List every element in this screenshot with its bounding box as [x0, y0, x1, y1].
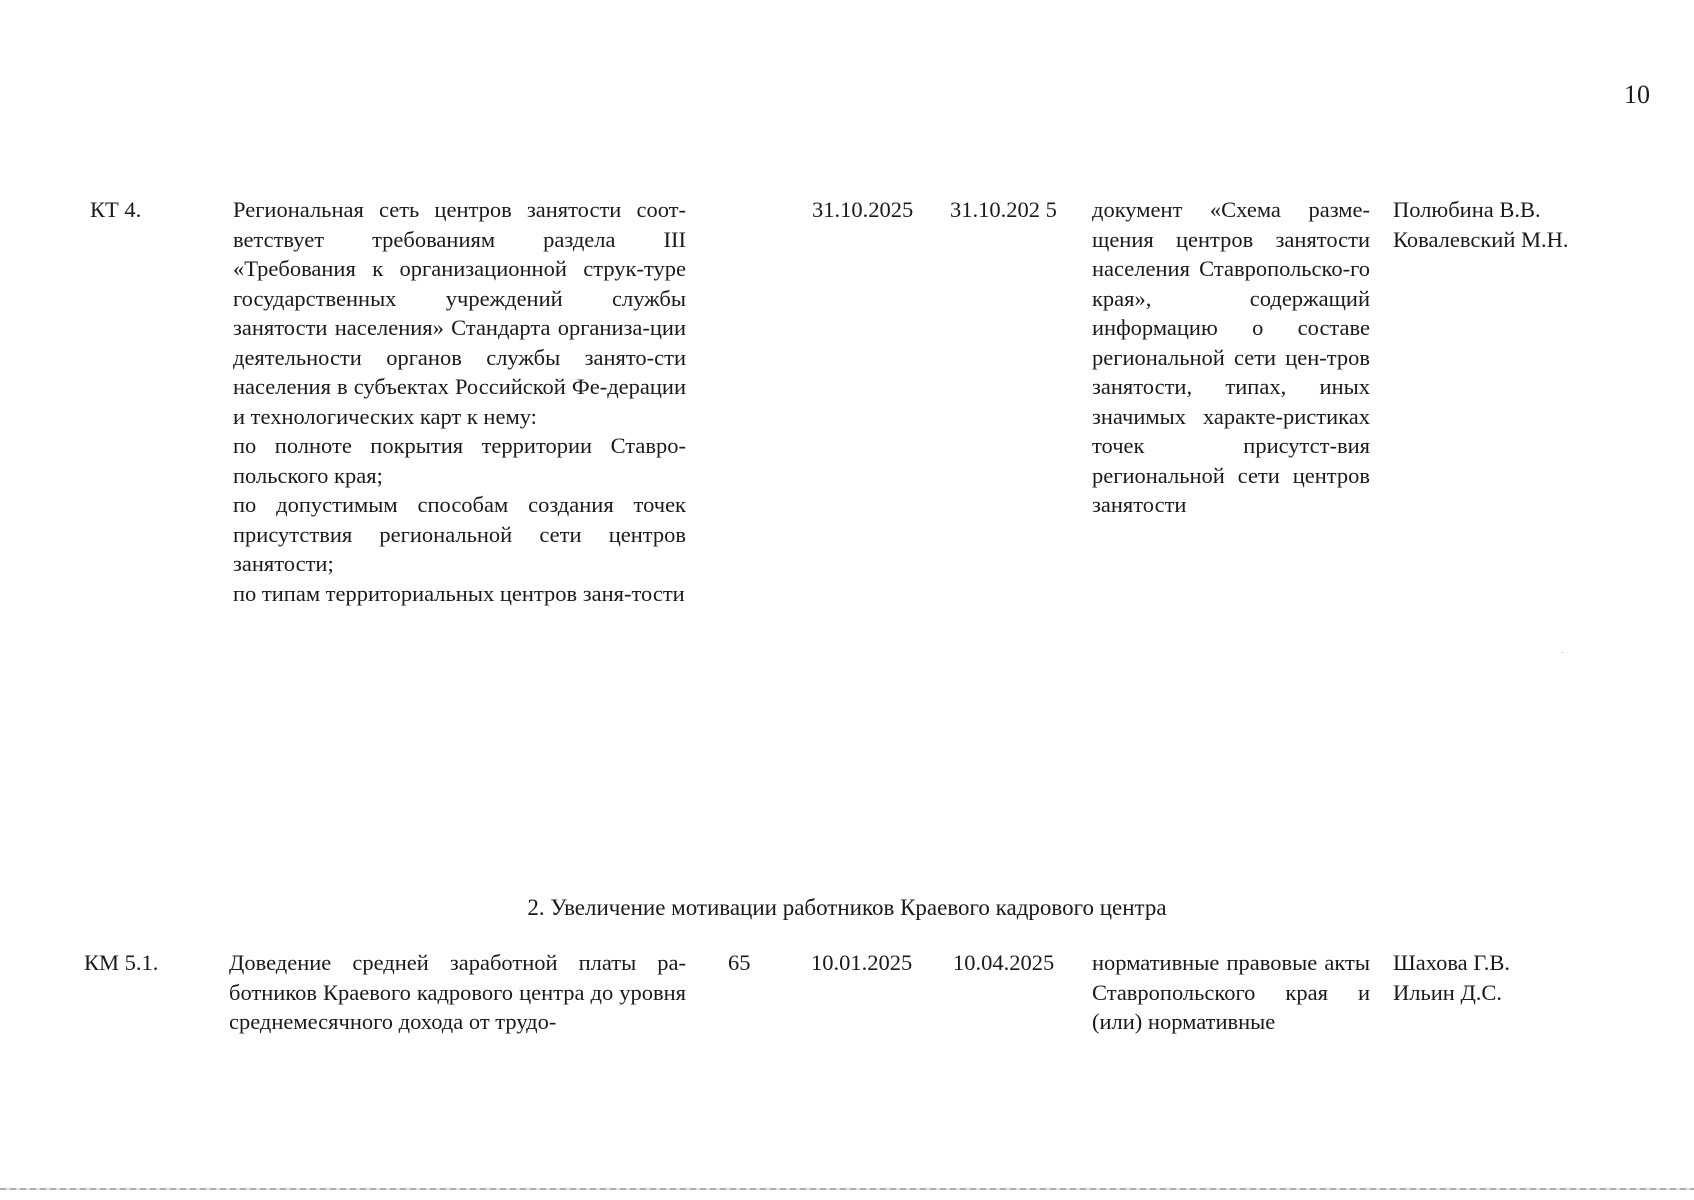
row-description: Доведение средней заработной платы ра-ботников Краевого кадрового центра до уровня среднемесячного дохода от трудо-: [229, 950, 686, 1034]
start-date: 31.10.2025: [812, 197, 914, 222]
responsible-persons: [1393, 195, 1633, 254]
section-heading: 2. Увеличение мотивации работников Краевого кадрового центра: [527, 895, 1167, 920]
description-item: по полноте покрытия территории Ставро-польского края;: [233, 433, 686, 488]
description-item: по допустимым способам создания точек присутствия региональной сети центров занятости;: [233, 492, 686, 576]
description-item: по типам территориальных центров заня-тости: [233, 580, 685, 606]
row-code: КТ 4.: [90, 197, 142, 222]
row-number: 65: [728, 950, 751, 975]
result-document: документ «Схема разме-щения центров занятости населения Ставропольско-го края», содержащий информацию о составе региональной сети цен-тров занятости, типах, иных значимых характе-ристиках точек присутст-вия региональной сети центров занятости: [1092, 197, 1370, 517]
responsible-person: Ковалевский М.Н.: [1393, 226, 1569, 252]
row-code: КМ 5.1.: [84, 950, 159, 975]
result-document: нормативные правовые акты Ставропольского края и (или) нормативные: [1092, 950, 1370, 1034]
scan-edge-line: [0, 1188, 1694, 1190]
responsible-person: Шахова Г.В.: [1393, 950, 1510, 975]
start-date: 10.01.2025: [811, 950, 913, 975]
row-description: [233, 195, 686, 608]
scan-speck: [1561, 652, 1563, 653]
end-date: 31.10.202 5: [950, 197, 1057, 222]
responsible-person: Полюбина В.В.: [1393, 197, 1541, 222]
description-paragraph: Региональная сеть центров занятости соот-ветствует требованиям раздела III «Требования к организационной струк-туре государственных учреждений службы занятости населения» Стандарта организа-ции деятельности органов службы занято-сти населения в субъектах Российской Фе-дерации и технологических карт к нему:: [233, 197, 686, 429]
page-number: 10: [1624, 80, 1650, 109]
responsible-persons: [1393, 948, 1633, 1007]
end-date: 10.04.2025: [953, 950, 1055, 975]
responsible-person: Ильин Д.С.: [1393, 979, 1503, 1005]
